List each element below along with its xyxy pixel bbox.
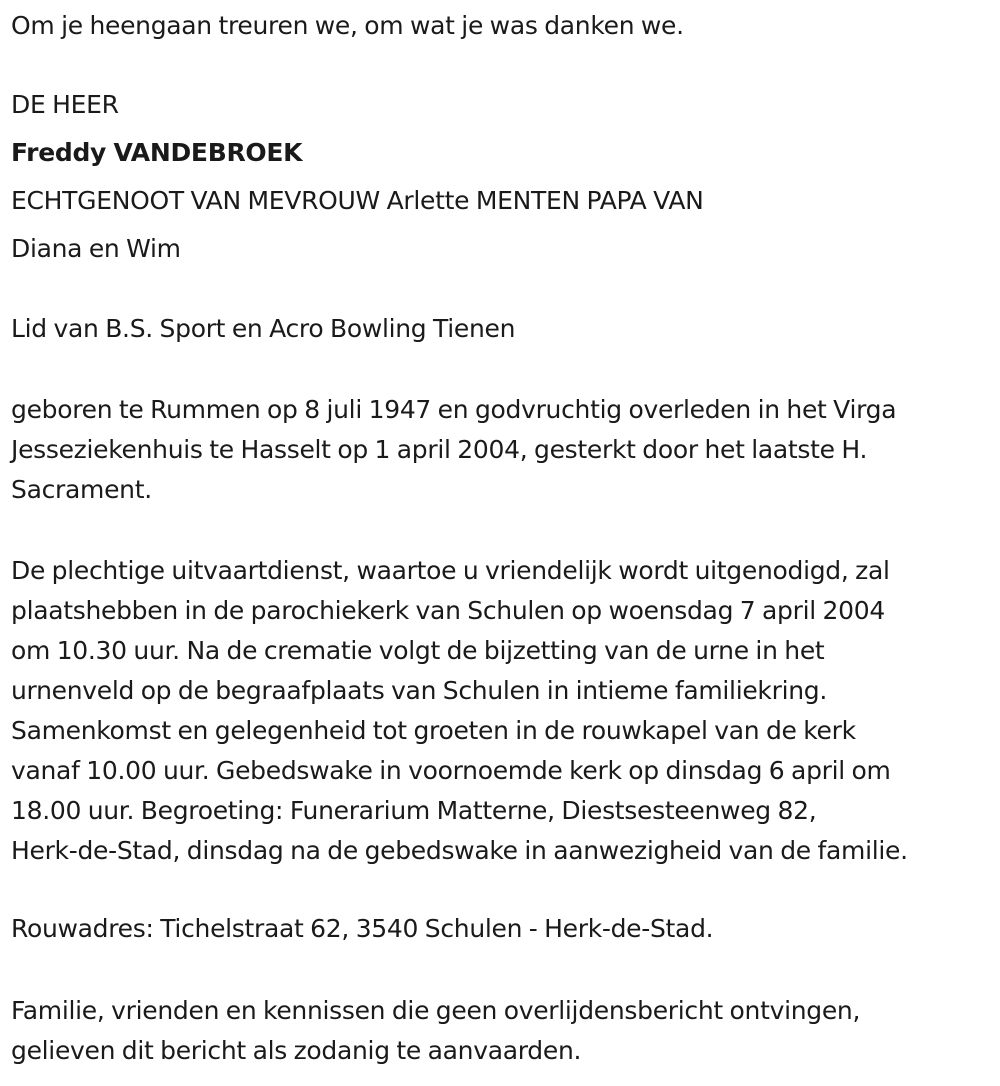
paragraph-line: Familie, vrienden en kennissen die geen overlijdensbericht ontvingen,	[11, 996, 861, 1025]
mourning-address: Rouwadres: Tichelstraat 62, 3540 Schulen - Herk-de-Stad.	[11, 914, 714, 943]
paragraph-line: Herk-de-Stad, dinsdag na de gebedswake in aanwezigheid van de familie.	[11, 836, 908, 865]
paragraph-line: geboren te Rummen op 8 juli 1947 en godvruchtig overleden in het Virga	[11, 395, 897, 424]
paragraph-line: Samenkomst en gelegenheid tot groeten in de rouwkapel van de kerk	[11, 716, 856, 745]
motto: Om je heengaan treuren we, om wat je was danken we.	[11, 11, 684, 40]
children-line: Diana en Wim	[11, 234, 181, 263]
paragraph-line: gelieven dit bericht als zodanig te aanvaarden.	[11, 1036, 582, 1065]
spouse-line: ECHTGENOOT VAN MEVROUW Arlette MENTEN PAPA VAN	[11, 186, 704, 215]
paragraph-line: urnenveld op de begraafplaats van Schulen in intieme familiekring.	[11, 676, 827, 705]
paragraph-line: De plechtige uitvaartdienst, waartoe u vriendelijk wordt uitgenodigd, zal	[11, 556, 890, 585]
paragraph-line: vanaf 10.00 uur. Gebedswake in voornoemde kerk op dinsdag 6 april om	[11, 756, 891, 785]
deceased-name: Freddy VANDEBROEK	[11, 138, 303, 167]
paragraph-line: Sacrament.	[11, 475, 152, 504]
membership-line: Lid van B.S. Sport en Acro Bowling Tienen	[11, 314, 516, 343]
honorific-title: DE HEER	[11, 90, 119, 119]
paragraph-line: 18.00 uur. Begroeting: Funerarium Matterne, Diestsesteenweg 82,	[11, 796, 817, 825]
paragraph-line: Jesseziekenhuis te Hasselt op 1 april 2004, gesterkt door het laatste H.	[11, 435, 868, 464]
paragraph-line: om 10.30 uur. Na de crematie volgt de bijzetting van de urne in het	[11, 636, 825, 665]
paragraph-line: plaatshebben in de parochiekerk van Schulen op woensdag 7 april 2004	[11, 596, 885, 625]
